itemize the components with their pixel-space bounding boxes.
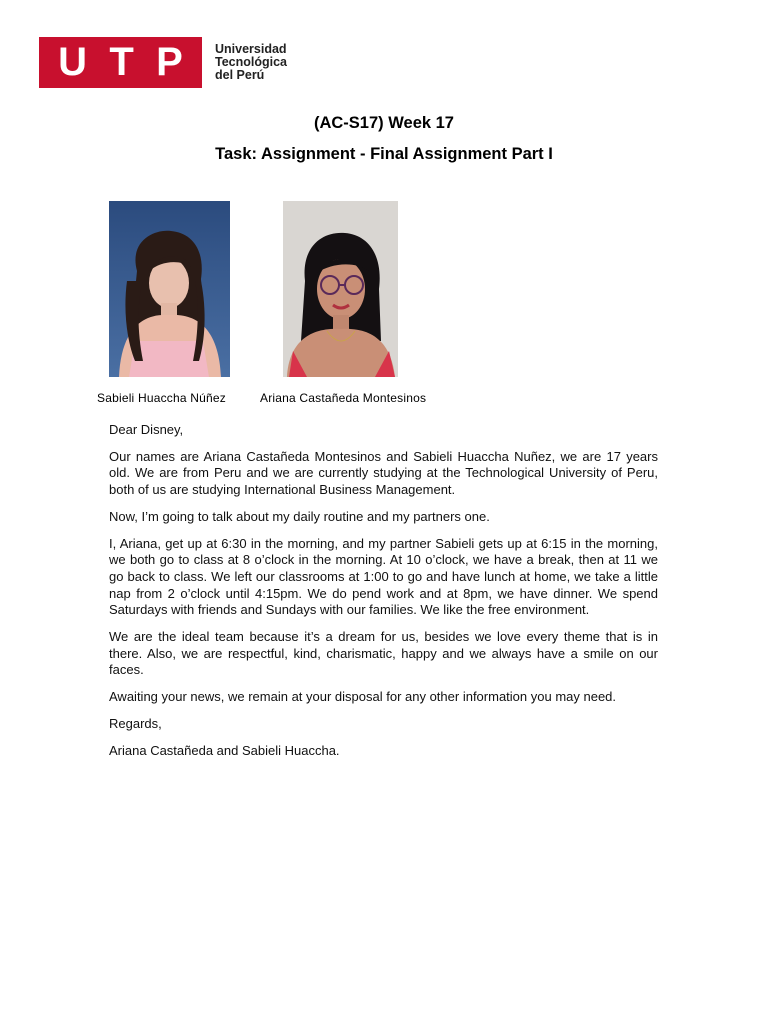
letter-paragraph: Our names are Ariana Castañeda Montesinos and Sabieli Huaccha Nuñez, we are 17 years old. We are from Peru and we are currently studying at the Technological University of Peru, both of us are studying International Business Management.	[109, 448, 658, 498]
letter-closing: Regards,	[109, 715, 162, 731]
logo-letter-u: U	[58, 40, 88, 84]
utp-logo-mark	[39, 37, 202, 88]
letter-greeting: Dear Disney,	[109, 422, 184, 437]
logo-line-2: Tecnológica	[215, 55, 288, 69]
logo-line-3: del Perú	[215, 68, 265, 82]
utp-logo	[39, 37, 287, 88]
letter-signature: Ariana Castañeda and Sabieli Huaccha.	[109, 742, 340, 758]
logo-line-1: Universidad	[215, 42, 287, 56]
logo-letter-t: T	[109, 40, 134, 84]
letter-body	[109, 422, 658, 769]
letter-paragraph: We are the ideal team because it’s a dream for us, besides we love every theme that is in there. Also, we are respectful, kind, charismatic, happy and we always have a smile on our faces.	[109, 629, 658, 678]
document-title: (AC-S17) Week 17	[313, 114, 454, 132]
photo-caption-ariana: Ariana Castañeda Montesinos	[260, 391, 427, 405]
document-subtitle: Task: Assignment - Final Assignment Part I	[215, 145, 553, 163]
logo-letter-p: P	[156, 40, 183, 84]
letter-paragraph: Awaiting your news, we remain at your disposal for any other information you may need.	[109, 689, 617, 705]
letter-paragraph: I, Ariana, get up at 6:30 in the morning, and my partner Sabieli gets up at 6:15 in the morning, we both go to class at 8 o’clock in the morning. At 10 o’clock, we have a break, then at 11 we go back to class. We left our classrooms at 1:00 to go and have lunch at home, we take a little nap from 2 o’clock until 4:15pm. We do pend work and at 8pm, we have dinner. We spend Saturdays with friends and Sundays with our families. We like the free environment.	[109, 535, 658, 618]
photo-sabieli	[109, 201, 230, 377]
letter-paragraph: Now, I’m going to talk about my daily routine and my partners one.	[109, 508, 490, 524]
photo-caption-sabieli: Sabieli Huaccha Núñez	[97, 391, 226, 405]
photo-ariana	[283, 201, 398, 377]
logo-wordmark	[215, 43, 287, 82]
